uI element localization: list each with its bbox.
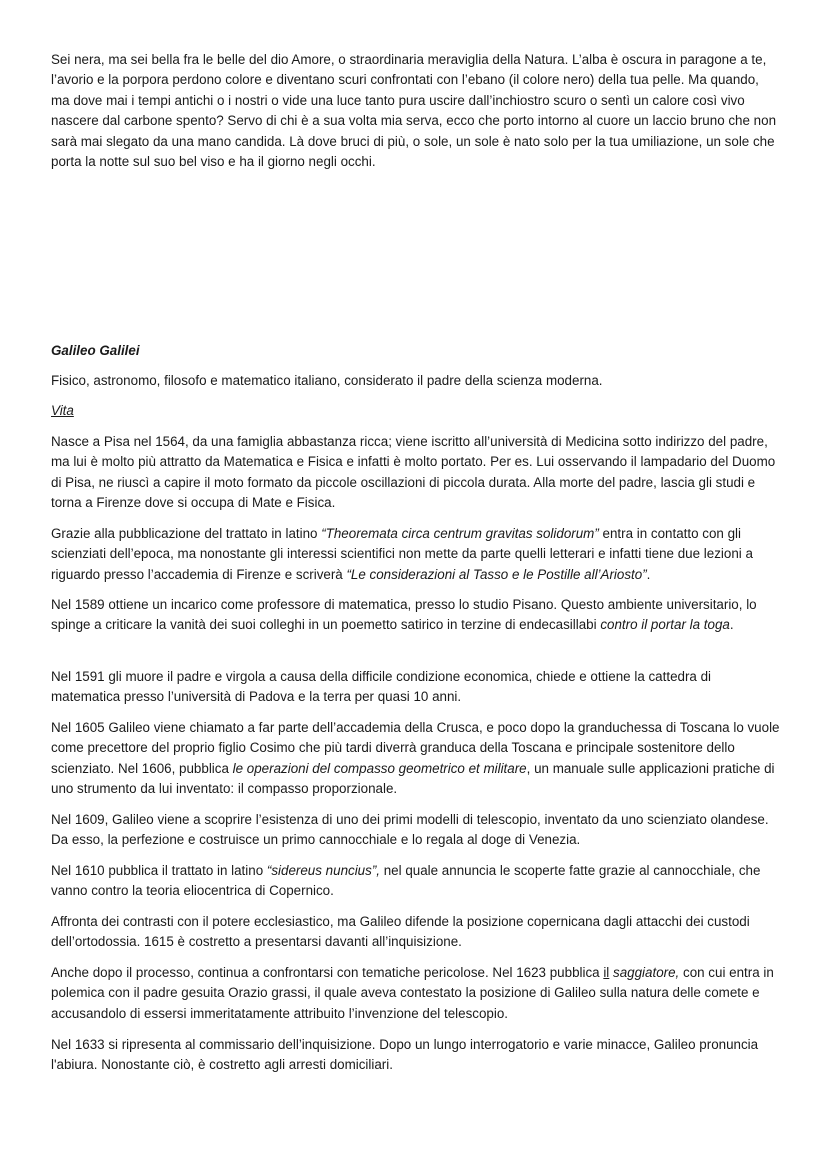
paragraph-1623: [51, 963, 781, 1024]
intro-paragraph: Sei nera, ma sei bella fra le belle del dio Amore, o straordinaria meraviglia della Natura. L’alba è oscura in paragone a te, l’avorio e la porpora perdono colore e diventano scuri confrontati con l’ebano (il colore nero) della tua pelle. Ma quando, ma dove mai i tempi antichi o i nostri o vide una luce tanto pura uscire dall’inchiostro scuro o sentì un calore così vivo nascere dal carbone spento? Servo di chi è a sua volta mia serva, ecco che porto intorno al cuore un laccio bruno che non sarà mai slegato da una mano candida. Là dove bruci di più, o sole, un sole è nato solo per la tua umiliazione, un sole che porta la notte sul suo bel viso e ha il giorno negli occhi.: [51, 52, 777, 170]
title-operazioni-del-compasso: le operazioni del compasso geometrico et militare: [232, 760, 527, 776]
text-run: Grazie alla pubblicazione del trattato in latino: [51, 526, 322, 541]
text-run: Nel 1605 Galileo viene chiamato a far parte dell’accademia della Crusca, e poco dopo la granduchessa di Toscana lo vuole come precettore del proprio figlio Cosimo che più tardi diverrà granduca della Toscana e principale sostenitore dello scienziato. Nel 1606, pubblica: [51, 720, 780, 776]
title-sidereus-nuncius: “sidereus nuncius”,: [266, 863, 381, 878]
text-run: .: [646, 566, 651, 582]
text-run: Anche dopo il processo, continua a confrontarsi con tematiche pericolose. Nel 1623 pubblica: [51, 965, 604, 980]
title-saggiatore: saggiatore,: [613, 965, 680, 980]
paragraph-1605: [51, 718, 781, 800]
title-considerazioni: “Le considerazioni al Tasso e le Postille all’Ariosto”: [346, 566, 647, 582]
underlined-article: il: [603, 965, 610, 980]
paragraph-1609: Nel 1609, Galileo viene a scoprire l’esistenza di uno dei primi modelli di telescopio, inventato da uno scienziato olandese. Da esso, la perfezione e costruisce un primo cannocchiale e lo regala al doge di Venezia.: [51, 812, 769, 848]
text-run: Nel 1610 pubblica il trattato in latino: [51, 863, 267, 878]
title-theoremata: “Theoremata circa centrum gravitas solidorum”: [321, 526, 599, 541]
text-run: .: [729, 617, 734, 633]
paragraph-theoremata: [51, 524, 781, 585]
paragraph-1610: [51, 861, 781, 902]
text-run: nel quale annuncia le scoperte fatte grazie al cannocchiale, che vanno contro la teoria eliocentrica di Copernico.: [51, 863, 761, 899]
text-run: con cui entra in polemica con il padre gesuita Orazio grassi, il quale aveva contestato la posizione di Galileo sulla natura delle comete e accusandolo di essersi immeritatamente attribuito l’invenzione del telescopio.: [51, 965, 774, 1021]
section-heading: Galileo Galilei: [51, 343, 140, 358]
text-run: , un manuale sulle applicazioni pratiche di uno strumento da lui inventato: il compasso proporzionale.: [51, 760, 775, 797]
paragraph-birth: Nasce a Pisa nel 1564, da una famiglia abbastanza ricca; viene iscritto all’università di Medicina sotto indirizzo del padre, ma lui è molto più attratto da Matematica e Fisica e infatti è molto portato. Per es. Lui osservando il lampadario del Duomo di Pisa, ne riuscì a capire il moto formato da piccole oscillazioni di piccola durata. Alla morte del padre, lascia gli studi e torna a Firenze dove si occupa di Mate e Fisica.: [51, 434, 776, 511]
text-run: entra in contatto con gli scienziati dell’epoca, ma nonostante gli interessi scientifici non mette da parte quelli letterari e infatti tiene due lezioni a riguardo presso l’accademia di Firenze e scriverà: [51, 526, 753, 582]
vita-subheading: Vita: [51, 403, 74, 418]
section-subtitle: Fisico, astronomo, filosofo e matematico italiano, considerato il padre della scienza moderna.: [51, 373, 603, 388]
paragraph-1589: [51, 595, 781, 636]
paragraph-1615: Affronta dei contrasti con il potere ecclesiastico, ma Galileo difende la posizione copernicana dagli attacchi dei custodi dell’ortodossia. 1615 è costretto a presentarsi davanti all’inquisizione.: [51, 914, 750, 950]
text-run: Nel 1589 ottiene un incarico come professore di matematica, presso lo studio Pisano. Questo ambiente universitario, lo spinge a criticare la vanità dei suoi colleghi in un poemetto satirico in terzine di endecasillabi: [51, 597, 757, 633]
paragraph-1633: Nel 1633 si ripresenta al commissario dell’inquisizione. Dopo un lungo interrogatorio e varie minacce, Galileo pronuncia l'abiura. Nonostante ciò, è costretto agli arresti domiciliari.: [51, 1037, 759, 1073]
title-contro-il-portar-la-toga: contro il portar la toga: [600, 617, 730, 633]
paragraph-1591: Nel 1591 gli muore il padre e virgola a causa della difficile condizione economica, chiede e ottiene la cattedra di matematica presso l’università di Padova e la terra per quasi 10 anni.: [51, 669, 712, 705]
